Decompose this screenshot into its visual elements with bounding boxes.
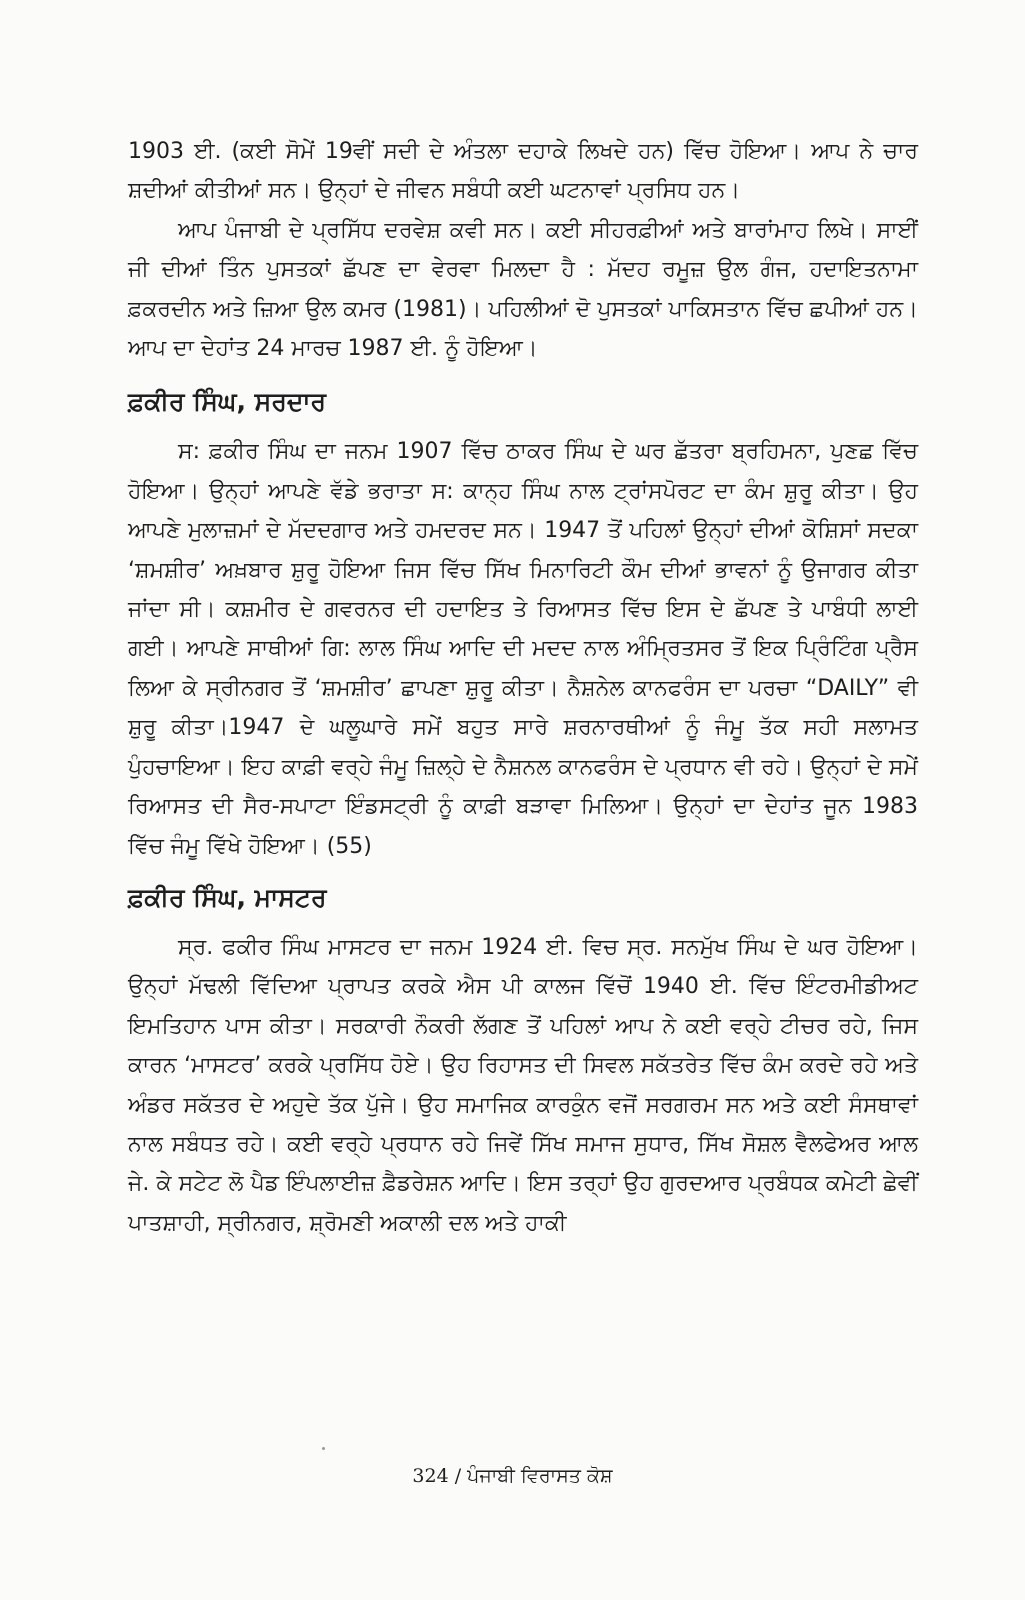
entry-heading-faqir-singh-master: ਫ਼ਕੀਰ ਸਿੰਘ, ਮਾਸਟਰ bbox=[128, 882, 327, 912]
page-footer: 324 / ਪੰਜਾਬੀ ਵਿਰਾਸਤ ਕੋਸ਼ bbox=[412, 1465, 613, 1487]
entry-body-faqir-singh-master: ਸ੍ਰ. ਫਕੀਰ ਸਿੰਘ ਮਾਸਟਰ ਦਾ ਜਨਮ 1924 ਈ. ਵਿਚ ਸ੍ਰ. ਸਨਮੁੱਖ ਸਿੰਘ ਦੇ ਘਰ ਹੋਇਆ। ਉਨ੍ਹਾਂ ਮੱਢਲੀ ਵਿੱਦਿਆ ਪ੍ਰਾਪਤ ਕਰਕੇ ਐਸ ਪੀ ਕਾਲਜ ਵਿੱਚੋਂ 1940 ਈ. ਵਿੱਚ ਇੰਟਰਮੀਡੀਅਟ ਇਮਤਿਹਾਨ ਪਾਸ ਕੀਤਾ। ਸਰਕਾਰੀ ਨੌਕਰੀ ਲੱਗਣ ਤੋਂ ਪਹਿਲਾਂ ਆਪ ਨੇ ਕਈ ਵਰ੍ਹੇ ਟੀਚਰ ਰਹੇ, ਜਿਸ ਕਾਰਨ ‘ਮਾਸਟਰ’ ਕਰਕੇ ਪ੍ਰਸਿੱਧ ਹੋਏ। ਉਹ ਰਿਹਾਸਤ ਦੀ ਸਿਵਲ ਸਕੱਤਰੇਤ ਵਿੱਚ ਕੰਮ ਕਰਦੇ ਰਹੇ ਅਤੇ ਅੰਡਰ ਸਕੱਤਰ ਦੇ ਅਹੁਦੇ ਤੱਕ ਪੁੱਜੇ। ਉਹ ਸਮਾਜਿਕ ਕਾਰਕੁੰਨ ਵਜੋਂ ਸਰਗਰਮ ਸਨ ਅਤੇ ਕਈ ਸੰਸਥਾਵਾਂ ਨਾਲ ਸਬੰਧਤ ਰਹੇ। ਕਈ ਵਰ੍ਹੇ ਪ੍ਰਧਾਨ ਰਹੇ ਜਿਵੇਂ ਸਿੱਖ ਸਮਾਜ ਸੁਧਾਰ, ਸਿੱਖ ਸੋਸ਼ਲ ਵੈਲਫੇਅਰ ਆਲ ਜੇ. ਕੇ ਸਟੇਟ ਲੋ ਪੈਡ ਇੰਪਲਾਈਜ਼ ਫ਼ੈਡਰੇਸ਼ਨ ਆਦਿ। ਇਸ ਤਰ੍ਹਾਂ ਉਹ ਗੁਰਦਆਰ ਪ੍ਰਬੰਧਕ ਕਮੇਟੀ ਛੇਵੀਂ ਪਾਤਸ਼ਾਹੀ, ਸ੍ਰੀਨਗਰ, ਸ਼੍ਰੋਮਣੀ ਅਕਾਲੀ ਦਲ ਅਤੇ ਹਾਕੀ bbox=[128, 934, 918, 1236]
paragraph-continuation: 1903 ਈ. (ਕਈ ਸੋਮੇਂ 19ਵੀਂ ਸਦੀ ਦੇ ਅੰਤਲਾ ਦਹਾਕੇ ਲਿਖਦੇ ਹਨ) ਵਿੱਚ ਹੋਇਆ। ਆਪ ਨੇ ਚਾਰ ਸ਼ਦੀਆਂ ਕੀਤੀਆਂ ਸਨ। ਉਨ੍ਹਾਂ ਦੇ ਜੀਵਨ ਸਬੰਧੀ ਕਈ ਘਟਨਾਵਾਂ ਪ੍ਰਸਿਧ ਹਨ। bbox=[128, 139, 918, 204]
paragraph-darvesh-poet: ਆਪ ਪੰਜਾਬੀ ਦੇ ਪ੍ਰਸਿੱਧ ਦਰਵੇਸ਼ ਕਵੀ ਸਨ। ਕਈ ਸੀਹਰਫ਼ੀਆਂ ਅਤੇ ਬਾਰਾਂਮਾਹ ਲਿਖੇ। ਸਾਈਂ ਜੀ ਦੀਆਂ ਤਿੰਨ ਪੁਸਤਕਾਂ ਛੱਪਣ ਦਾ ਵੇਰਵਾ ਮਿਲਦਾ ਹੈ : ਮੱਦਹ ਰਮੂਜ਼ ਉਲ ਗੰਜ, ਹਦਾਇਤਨਾਮਾ ਫ਼ਕਰਦੀਨ ਅਤੇ ਜ਼ਿਆ ਉਲ ਕਮਰ (1981)। ਪਹਿਲੀਆਂ ਦੋ ਪੁਸਤਕਾਂ ਪਾਕਿਸਤਾਨ ਵਿੱਚ ਛਪੀਆਂ ਹਨ। ਆਪ ਦਾ ਦੇਹਾਂਤ 24 ਮਾਰਚ 1987 ਈ. ਨੂੰ ਹੋਇਆ। bbox=[128, 217, 918, 362]
page-body bbox=[128, 132, 918, 1243]
entry-body-faqir-singh-sardar: ਸ: ਫ਼ਕੀਰ ਸਿੰਘ ਦਾ ਜਨਮ 1907 ਵਿੱਚ ਠਾਕਰ ਸਿੰਘ ਦੇ ਘਰ ਛੱਤਰਾ ਬ੍ਰਹਿਮਨਾ, ਪੁਣਛ ਵਿੱਚ ਹੋਇਆ। ਉਨ੍ਹਾਂ ਆਪਣੇ ਵੱਡੇ ਭਰਾਤਾ ਸ: ਕਾਨ੍ਹ ਸਿੰਘ ਨਾਲ ਟ੍ਰਾਂਸਪੋਰਟ ਦਾ ਕੰਮ ਸ਼ੁਰੂ ਕੀਤਾ। ਉਹ ਆਪਣੇ ਮੁਲਾਜ਼ਮਾਂ ਦੇ ਮੱਦਦਗਾਰ ਅਤੇ ਹਮਦਰਦ ਸਨ। 1947 ਤੋਂ ਪਹਿਲਾਂ ਉਨ੍ਹਾਂ ਦੀਆਂ ਕੋਸ਼ਿਸਾਂ ਸਦਕਾ ‘ਸ਼ਮਸ਼ੀਰ’ ਅਖ਼ਬਾਰ ਸ਼ੁਰੂ ਹੋਇਆ ਜਿਸ ਵਿੱਚ ਸਿੱਖ ਮਿਨਾਰਿਟੀ ਕੌਮ ਦੀਆਂ ਭਾਵਨਾਂ ਨੂੰ ਉਜਾਗਰ ਕੀਤਾ ਜਾਂਦਾ ਸੀ। ਕਸ਼ਮੀਰ ਦੇ ਗਵਰਨਰ ਦੀ ਹਦਾਇਤ ਤੇ ਰਿਆਸਤ ਵਿੱਚ ਇਸ ਦੇ ਛੱਪਣ ਤੇ ਪਾਬੰਧੀ ਲਾਈ ਗਈ। ਆਪਣੇ ਸਾਥੀਆਂ ਗਿ: ਲਾਲ ਸਿੰਘ ਆਦਿ ਦੀ ਮਦਦ ਨਾਲ ਅੰਮ੍ਰਿਤਸਰ ਤੋਂ ਇਕ ਪ੍ਰਿੰਟਿੰਗ ਪ੍ਰੈਸ ਲਿਆ ਕੇ ਸ੍ਰੀਨਗਰ ਤੋਂ ‘ਸ਼ਮਸ਼ੀਰ’ ਛਾਪਣਾ ਸ਼ੁਰੂ ਕੀਤਾ। ਨੈਸ਼ਨੇਲ ਕਾਨਫਰੰਸ ਦਾ ਪਰਚਾ “DAILY” ਵੀ ਸ਼ੁਰੂ ਕੀਤਾ।1947 ਦੇ ਘਲੂਘਾਰੇ ਸਮੇਂ ਬਹੁਤ ਸਾਰੇ ਸ਼ਰਨਾਰਥੀਆਂ ਨੂੰ ਜੰਮੂ ਤੱਕ ਸਹੀ ਸਲਾਮਤ ਪੁੰਹਚਾਇਆ। ਇਹ ਕਾਫ਼ੀ ਵਰ੍ਹੇ ਜੰਮੂ ਜ਼ਿਲ੍ਹੇ ਦੇ ਨੈਸ਼ਨਲ ਕਾਨਫਰੰਸ ਦੇ ਪ੍ਰਧਾਨ ਵੀ ਰਹੇ। ਉਨ੍ਹਾਂ ਦੇ ਸਮੇਂ ਰਿਆਸਤ ਦੀ ਸੈਰ-ਸਪਾਟਾ ਇੰਡਸਟ੍ਰੀ ਨੂੰ ਕਾਫ਼ੀ ਬੜਾਵਾ ਮਿਲਿਆ। ਉਨ੍ਹਾਂ ਦਾ ਦੇਹਾਂਤ ਜੂਨ 1983 ਵਿੱਚ ਜੰਮੂ ਵਿੱਖੇ ਹੋਇਆ। (55) bbox=[128, 439, 918, 859]
entry-heading-faqir-singh-sardar: ਫ਼ਕੀਰ ਸਿੰਘ, ਸਰਦਾਰ bbox=[128, 387, 327, 417]
scan-speck bbox=[322, 1447, 325, 1450]
